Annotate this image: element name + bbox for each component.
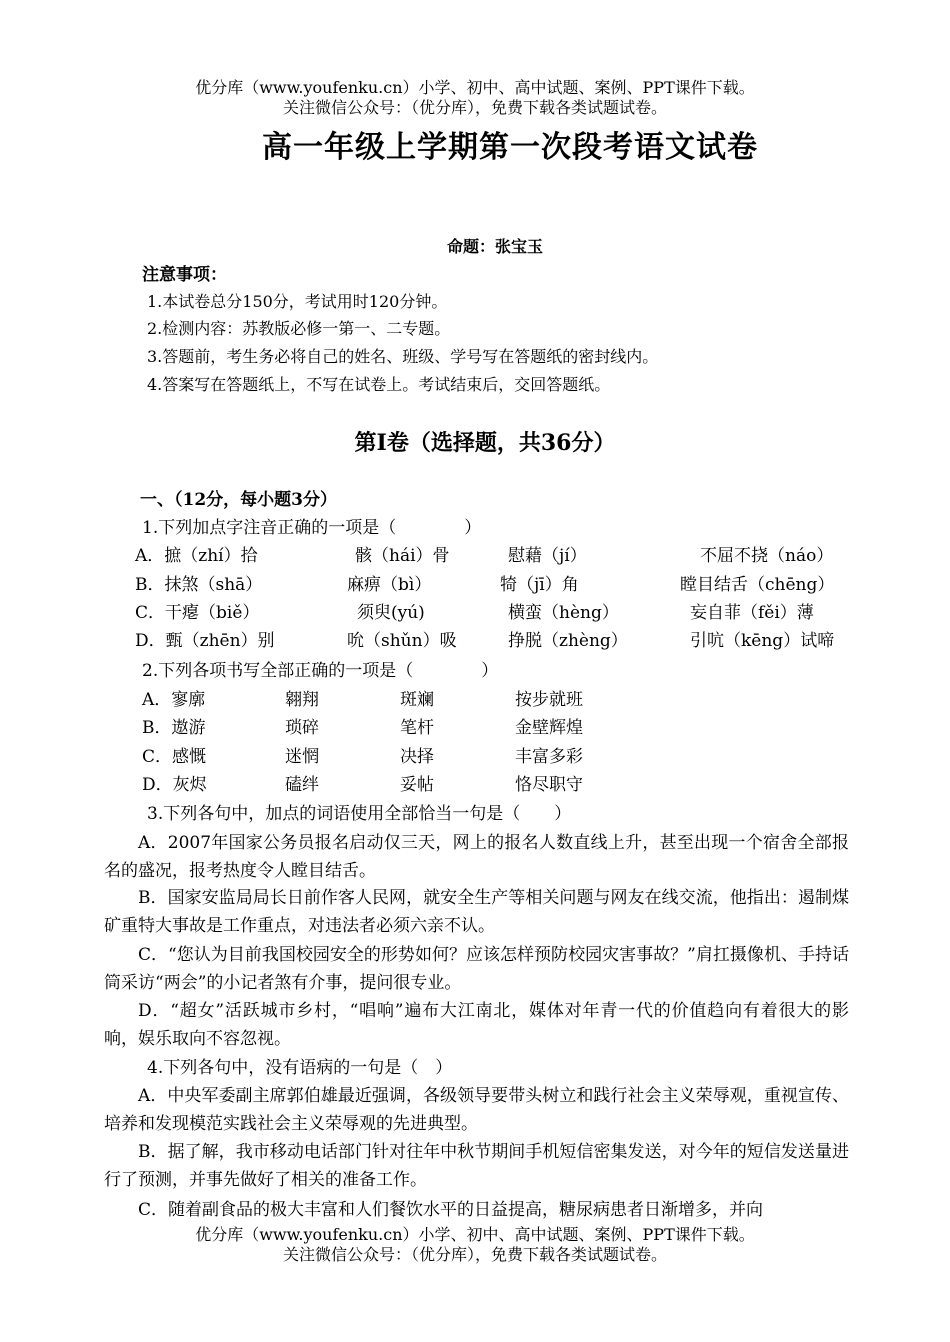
q1-option-c-1: C．干瘪（biě） <box>135 603 260 623</box>
q3-option-d: D．“超女”活跃城市乡村，“唱响”遍布大江南北，媒体对年青一代的价值趋向有着很大的影响，娱乐取向不容忽视。 <box>104 1001 849 1049</box>
header-line-2: 关注微信公众号：（优分库），免费下载各类试题试卷。 <box>282 98 667 117</box>
notice-item-2: 2.检测内容：苏教版必修一第一、二专题。 <box>147 319 451 338</box>
author-line: 命题：张宝玉 <box>446 237 543 256</box>
q2-option-b-2: 琐碎 <box>285 718 319 738</box>
question-4-stem: 4.下列各句中，没有语病的一句是（ ） <box>147 1058 453 1078</box>
q4-option-a: A．中央军委副主席郭伯雄最近强调，各级领导要带头树立和践行社会主义荣辱观，重视宣传、培养和发现模范实践社会主义荣辱观的先进典型。 <box>104 1086 849 1134</box>
q1-option-a-2: 骸（hái）骨 <box>355 546 450 566</box>
header-line-1: 优分库（www.youfenku.cn）小学、初中、高中试题、案例、PPT课件下载。 <box>195 78 755 97</box>
q1-option-c-3: 横蛮（hèng） <box>508 603 619 623</box>
q3-option-c: C．“您认为目前我国校园安全的形势如何？应该怎样预防校园灾害事故？”肩扛摄像机、手持话筒采访“两会”的小记者煞有介事，提问很专业。 <box>104 945 849 993</box>
section-heading: 第Ⅰ卷（选择题，共36分） <box>354 430 616 456</box>
q2-option-b-3: 笔杆 <box>400 718 434 738</box>
question-2-stem: 2.下列各项书写全部正确的一项是（ ） <box>142 661 499 681</box>
notice-heading: 注意事项： <box>142 265 227 285</box>
q2-option-d-3: 妥帖 <box>400 775 434 795</box>
q2-option-d-1: D．灰烬 <box>142 775 207 795</box>
q2-option-c-4: 丰富多彩 <box>515 747 583 767</box>
q1-option-c-2: 须臾(yú) <box>357 603 425 623</box>
footer-line-1: 优分库（www.youfenku.cn）小学、初中、高中试题、案例、PPT课件下载。 <box>195 1225 755 1244</box>
q2-option-d-4: 恪尽职守 <box>515 775 583 795</box>
q1-option-b-1: B．抹煞（shā） <box>135 575 263 595</box>
q2-option-a-4: 按步就班 <box>515 690 583 710</box>
part-heading: 一、（12分，每小题3分） <box>140 490 337 510</box>
q3-option-b: B．国家安监局局长日前作客人民网，就安全生产等相关问题与网友在线交流，他指出：遏制煤矿重特大事故是工作重点，对违法者必须六亲不认。 <box>104 888 849 936</box>
q2-option-a-1: A．寥廓 <box>142 690 206 710</box>
footer-line-2: 关注微信公众号：（优分库），免费下载各类试题试卷。 <box>282 1245 667 1264</box>
q2-option-b-4: 金壁辉煌 <box>515 718 583 738</box>
q1-option-a-3: 慰藉（jí） <box>508 546 587 566</box>
q1-option-b-3: 犄（jī）角 <box>500 575 579 595</box>
q1-option-c-4: 妄自菲（fěi）薄 <box>690 603 814 623</box>
q1-option-b-4: 瞠目结舌（chēng） <box>680 575 835 595</box>
q2-option-a-2: 翱翔 <box>285 690 319 710</box>
q1-option-b-2: 麻痹（bì） <box>347 575 432 595</box>
q1-option-d-3: 挣脱（zhèng） <box>508 631 628 651</box>
q2-option-a-3: 斑斓 <box>400 690 434 710</box>
q1-option-d-1: D．甄（zhēn）别 <box>135 631 275 651</box>
q1-option-d-2: 吮（shǔn）吸 <box>347 631 457 651</box>
q3-option-a: A．2007年国家公务员报名启动仅三天，网上的报名人数直线上升，甚至出现一个宿舍全部报名的盛况，报考热度令人瞠目结舌。 <box>104 833 849 881</box>
notice-item-3: 3.答题前，考生务必将自己的姓名、班级、学号写在答题纸的密封线内。 <box>147 347 659 366</box>
page-title: 高一年级上学期第一次段考语文试卷 <box>262 130 758 165</box>
q1-option-a-4: 不屈不挠（náo） <box>700 546 834 566</box>
question-3-stem: 3.下列各句中，加点的词语使用全部恰当一句是（ ） <box>147 804 572 824</box>
q2-option-c-1: C．感慨 <box>142 747 207 767</box>
notice-item-1: 1.本试卷总分150分，考试用时120分钟。 <box>147 292 448 311</box>
notice-item-4: 4.答案写在答题纸上，不写在试卷上。考试结束后，交回答题纸。 <box>147 375 611 394</box>
question-1-stem: 1.下列加点字注音正确的一项是（ ） <box>142 518 482 538</box>
q4-option-c: C．随着副食品的极大丰富和人们餐饮水平的日益提高，糖尿病患者日渐增多，并向 <box>138 1200 764 1220</box>
q4-option-b: B．据了解，我市移动电话部门针对往年中秋节期间手机短信密集发送，对今年的短信发送量进行了预测，并事先做好了相关的准备工作。 <box>104 1142 849 1190</box>
q1-option-a-1: A．摭（zhí）拾 <box>135 546 258 566</box>
q1-option-d-4: 引吭（kēng）试啼 <box>690 631 835 651</box>
q2-option-b-1: B．遨游 <box>142 718 206 738</box>
q2-option-c-2: 迷惘 <box>285 747 319 767</box>
q2-option-c-3: 决择 <box>400 747 434 767</box>
q2-option-d-2: 磕绊 <box>285 775 319 795</box>
